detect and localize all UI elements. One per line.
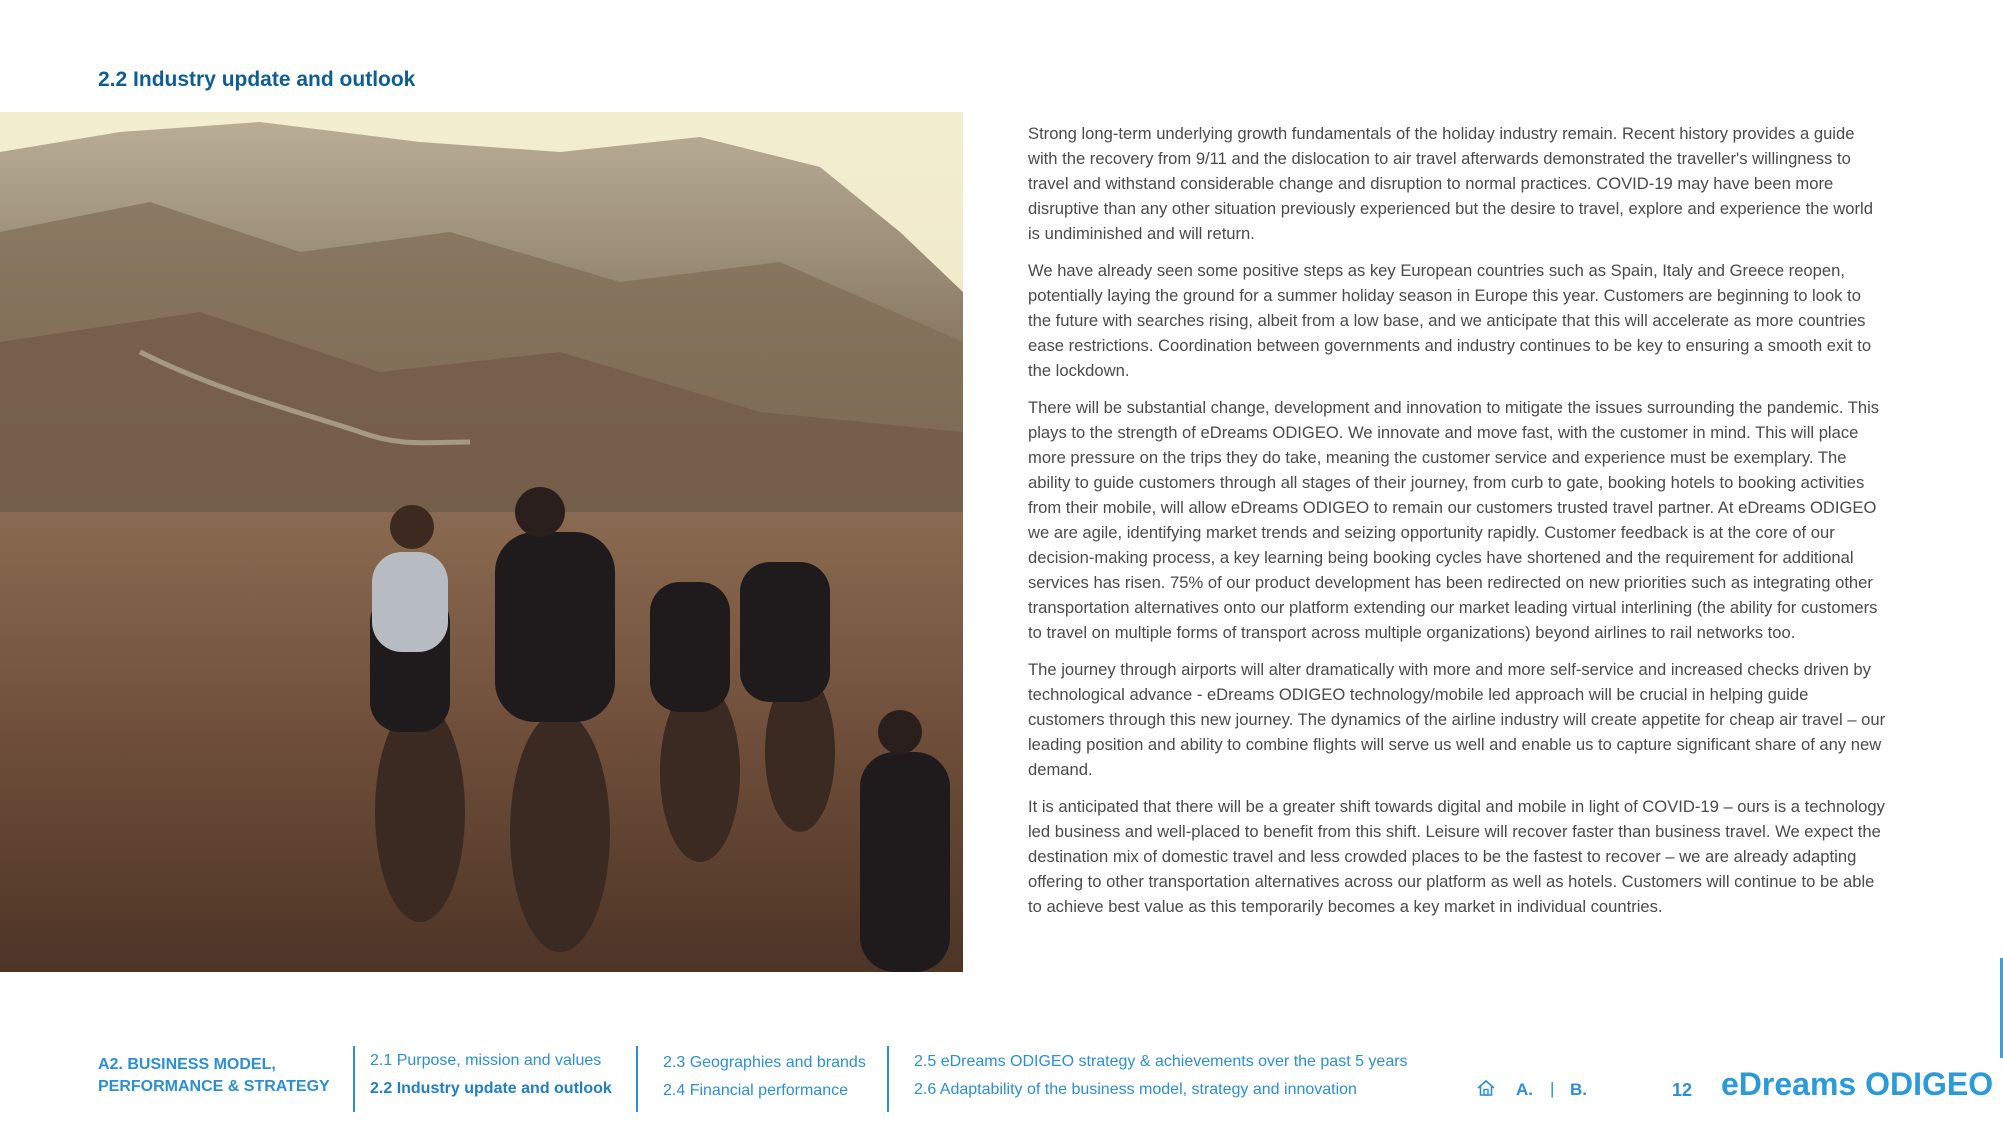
part-a-link[interactable]: A. xyxy=(1516,1080,1533,1099)
nav-link-2-3[interactable]: 2.3 Geographies and brands xyxy=(663,1054,866,1071)
footer-divider xyxy=(887,1046,889,1112)
footer-divider xyxy=(353,1046,355,1112)
home-icon[interactable] xyxy=(1476,1078,1496,1098)
paragraph: We have already seen some positive steps as key European countries such as Spain, Italy and Greece reopen, potentially laying the ground for a summer holiday season in Europe this year. Customers are beginning to look to the future with searches rising, albeit from a low base, and we anticipate that this will accelerate as more countries ease restrictions. Coordination between governments and industry continues to be key to ensuring a smooth exit to the lockdown. xyxy=(1028,261,1872,380)
nav-link-2-2[interactable]: 2.2 Industry update and outlook xyxy=(370,1080,612,1097)
section-title: 2.2 Industry update and outlook xyxy=(98,68,416,91)
nav-link-2-4[interactable]: 2.4 Financial performance xyxy=(663,1082,848,1099)
footer-section-label[interactable]: A2. BUSINESS MODEL, PERFORMANCE & STRATEGY xyxy=(98,1056,330,1095)
body-text xyxy=(1028,121,1888,931)
desert-camel-photo xyxy=(0,112,963,972)
paragraph: Strong long-term underlying growth fundamentals of the holiday industry remain. Recent history provides a guide with the recovery from 9/11 and the dislocation to air travel afterwards demonstrated the traveller's willingness to travel and withstand considerable change and disruption to normal practices. COVID-19 may have been more disruptive than any other situation previously experienced but the desire to travel, explore and experience the world is undiminished and will return. xyxy=(1028,124,1873,243)
nav-link-2-1[interactable]: 2.1 Purpose, mission and values xyxy=(370,1052,602,1069)
paragraph: It is anticipated that there will be a greater shift towards digital and mobile in light of COVID-19 – ours is a technology led business and well-placed to benefit from this shift. Leisure will recover faster than business travel. We expect the destination mix of domestic travel and less crowded places to be the fastest to recover – we are already adapting offering to other transportation alternatives across our platform as well as hotels. Customers will continue to be able to achieve best value as this temporarily becomes a key market in individual countries. xyxy=(1028,797,1885,916)
nav-link-2-6[interactable]: 2.6 Adaptability of the business model, strategy and innovation xyxy=(914,1081,1357,1098)
part-b-link[interactable]: B. xyxy=(1570,1080,1587,1099)
nav-link-2-5[interactable]: 2.5 eDreams ODIGEO strategy & achievements over the past 5 years xyxy=(914,1053,1408,1070)
page-number: 12 xyxy=(1672,1080,1693,1100)
part-separator: | xyxy=(1550,1079,1555,1098)
brand-logo: eDreams ODIGEO xyxy=(1721,1066,1994,1102)
paragraph: The journey through airports will alter dramatically with more and more self-service and increased checks driven by technological advance - eDreams ODIGEO technology/mobile led approach will be crucial in helping guide customers through this new journey. The dynamics of the airline industry will create appetite for cheap air travel – our leading position and ability to combine flights will serve us well and enable us to capture significant share of any new demand. xyxy=(1028,660,1886,779)
paragraph: There will be substantial change, development and innovation to mitigate the issues surrounding the pandemic. This plays to the strength of eDreams ODIGEO. We innovate and move fast, with the customer in mind. This will place more pressure on the trips they do take, meaning the customer service and experience must be exemplary. The ability to guide customers through all stages of their journey, from curb to gate, booking hotels to booking activities from their mobile, will allow eDreams ODIGEO to remain our customers trusted travel partner. At eDreams ODIGEO we are agile, identifying market trends and seizing opportunity rapidly. Customer feedback is at the core of our decision-making process, a key learning being booking cycles have shortened and the requirement for additional services has risen. 75% of our product development has been redirected on new priorities such as integrating other transportation alternatives onto our platform extending our market leading virtual interlining (the ability for customers to travel on multiple forms of transport across multiple organizations) beyond airlines to rail networks too. xyxy=(1028,398,1880,642)
footer-divider xyxy=(636,1046,638,1112)
